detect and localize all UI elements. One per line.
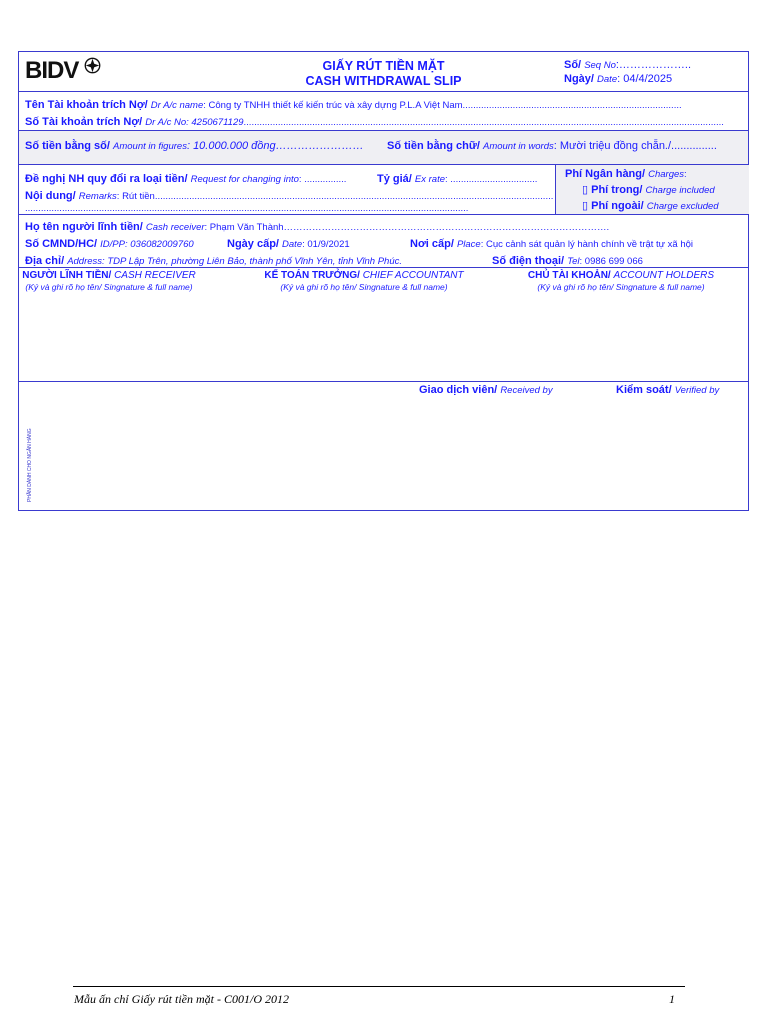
teller-row xyxy=(419,384,553,396)
date-value: : 04/4/2025 xyxy=(617,73,673,85)
charges-box xyxy=(555,165,749,214)
issue-place-label: Nơi cấp/ xyxy=(410,238,454,250)
teller-en: Received by xyxy=(500,385,553,396)
remarks-label-en: Remarks xyxy=(78,191,117,202)
exchange-request-label-en: Request for changing into xyxy=(190,174,299,185)
charge-included-label: Phí trong/ xyxy=(591,184,643,196)
page-number: 1 xyxy=(669,992,675,1006)
issue-date-value: : 01/9/2021 xyxy=(302,239,350,250)
account-section xyxy=(19,92,748,130)
cash-receiver-signature xyxy=(19,270,199,292)
amount-figures-row xyxy=(25,140,364,152)
title-en: CASH WITHDRAWAL SLIP xyxy=(305,74,462,88)
seq-value: :……………….. xyxy=(615,59,692,71)
bank-side-text: PHẦN DÀNH CHO NGÂN HÀNG xyxy=(27,428,33,502)
exchange-request-row xyxy=(25,173,346,185)
remarks-dots: ........................................................................................................................................................................ xyxy=(25,203,469,214)
cash-withdrawal-slip xyxy=(18,51,749,511)
amount-words-label-en: Amount in words xyxy=(482,141,554,152)
verifier-row xyxy=(616,384,719,396)
amount-words-label: Số tiền bằng chữ/ xyxy=(387,140,480,152)
receiver-name-value: : Phạm Văn Thành…………………………………………………………………………………………. xyxy=(204,222,610,233)
form-code: Mẫu ấn chỉ Giấy rút tiền mặt - C001/O 2012 xyxy=(74,992,289,1006)
issue-place-row xyxy=(410,238,693,250)
receiver-id-row xyxy=(25,238,194,250)
amount-figures-label-en: Amount in figures xyxy=(113,141,187,152)
holder-sign-title-en: ACCOUNT HOLDERS xyxy=(613,270,715,281)
charges-colon: : xyxy=(684,169,687,180)
date-label-en: Date xyxy=(597,74,618,85)
phone-row xyxy=(492,255,643,267)
amount-section xyxy=(19,131,748,164)
receiver-sign-note: (Ký và ghi rõ họ tên/ Singnature & full name) xyxy=(25,282,193,292)
slip-header xyxy=(19,52,748,91)
exchange-rate-value: : ................................. xyxy=(445,174,538,185)
phone-en: Tel xyxy=(567,256,580,267)
amount-words-value: : Mười triệu đồng chẵn./............... xyxy=(553,140,717,152)
address-label: Địa chỉ/ xyxy=(25,255,65,267)
remarks-row xyxy=(25,190,553,202)
exchange-rate-row xyxy=(377,173,537,185)
amount-words-row xyxy=(387,140,717,152)
remarks-value: : Rút tiền....................................................................................................................................................... xyxy=(116,191,554,202)
phone-label: Số điện thoại/ xyxy=(492,255,565,267)
amount-figures-value: : 10.000.000 đồng…………………… xyxy=(186,140,364,152)
account-name-value: : Công ty TNHH thiết kế kiến trúc và xây dựng P.L.A Việt Nam................................................................................... xyxy=(203,100,682,111)
bank-use-section xyxy=(19,382,748,510)
footer-rule xyxy=(73,986,685,987)
signature-section xyxy=(19,268,748,381)
receiver-name-row xyxy=(25,221,609,233)
charge-included-en: Charge included xyxy=(645,185,715,196)
account-name-row xyxy=(25,99,682,111)
receiver-id-label-en: ID/PP: 036082009760 xyxy=(100,239,194,250)
issue-date-label: Ngày cấp/ xyxy=(227,238,279,250)
date-label: Ngày/ xyxy=(564,73,594,85)
logo-text: BIDV xyxy=(25,57,79,84)
seq-label-en: Seq No xyxy=(584,60,616,71)
slip-date xyxy=(564,73,672,85)
issue-date-en: Date xyxy=(282,239,303,250)
amount-figures-label: Số tiền bằng số/ xyxy=(25,140,110,152)
title-vi: GIẤY RÚT TIỀN MẶT xyxy=(322,59,445,73)
receiver-sign-title: NGƯỜI LĨNH TIỀN/ xyxy=(22,270,112,281)
seq-no xyxy=(564,59,691,71)
accountant-sign-note: (Ký và ghi rõ họ tên/ Singnature & full name) xyxy=(280,282,448,292)
charges-row xyxy=(565,168,687,180)
issue-date-row xyxy=(227,238,350,250)
phone-value: : 0986 699 066 xyxy=(579,256,643,267)
exchange-rate-label-en: Ex rate xyxy=(414,174,446,185)
receiver-section xyxy=(19,215,748,267)
account-holder-signature xyxy=(506,270,736,292)
account-no-row xyxy=(25,116,724,128)
checkbox-icon[interactable]: ▯ xyxy=(582,200,589,212)
receiver-name-label: Họ tên người lĩnh tiền/ xyxy=(25,221,143,233)
account-no-label-en: Dr A/c No: 4250671129 xyxy=(145,117,244,128)
issue-place-value: : Cục cảnh sát quản lý hành chính về trật tự xã hội xyxy=(480,239,694,250)
charge-excluded-option[interactable] xyxy=(582,199,719,212)
issue-place-en: Place xyxy=(456,239,481,250)
receiver-id-label: Số CMND/HC/ xyxy=(25,238,98,250)
charge-included-option[interactable] xyxy=(582,183,715,196)
receiver-name-label-en: Cash receiver xyxy=(145,222,205,233)
account-name-label: Tên Tài khoản trích Nợ/ xyxy=(25,99,148,111)
exchange-section xyxy=(19,165,748,214)
receiver-sign-title-en: CASH RECEIVER xyxy=(114,270,196,281)
verifier-label: Kiểm soát/ xyxy=(616,384,672,396)
account-no-label: Số Tài khoản trích Nợ/ xyxy=(25,116,143,128)
exchange-request-label: Đề nghị NH quy đổi ra loại tiền/ xyxy=(25,173,188,185)
holder-sign-title: CHỦ TÀI KHOẢN/ xyxy=(527,270,611,281)
checkbox-icon[interactable]: ▯ xyxy=(582,184,589,196)
accountant-sign-title-en: CHIEF ACCOUNTANT xyxy=(362,270,464,281)
account-name-label-en: Dr A/c name xyxy=(150,100,204,111)
holder-sign-note: (Ký và ghi rõ họ tên/ Singnature & full name) xyxy=(537,282,705,292)
seq-label: Số/ xyxy=(564,59,582,71)
address-row xyxy=(25,255,402,267)
remarks-label: Nội dung/ xyxy=(25,190,76,202)
charges-label: Phí Ngân hàng/ xyxy=(565,168,646,180)
charges-label-en: Charges xyxy=(648,169,685,180)
chief-accountant-signature xyxy=(249,270,479,292)
exchange-request-value: : ................ xyxy=(298,174,347,185)
account-no-value: ...................................................................................................................................................................................... xyxy=(243,117,724,128)
charge-excluded-label: Phí ngoài/ xyxy=(591,200,644,212)
bank-use-side-label xyxy=(20,392,34,502)
exchange-rate-label: Tỷ giá/ xyxy=(377,173,412,185)
verifier-en: Verified by xyxy=(674,385,720,396)
teller-label: Giao dịch viên/ xyxy=(419,384,498,396)
charge-excluded-en: Charge excluded xyxy=(646,201,719,212)
address-value: Address: TDP Lập Trên, phường Liên Bảo, thành phố Vĩnh Yên, tỉnh Vĩnh Phúc. xyxy=(67,256,402,267)
accountant-sign-title: KẾ TOÁN TRƯỞNG/ xyxy=(264,270,360,281)
